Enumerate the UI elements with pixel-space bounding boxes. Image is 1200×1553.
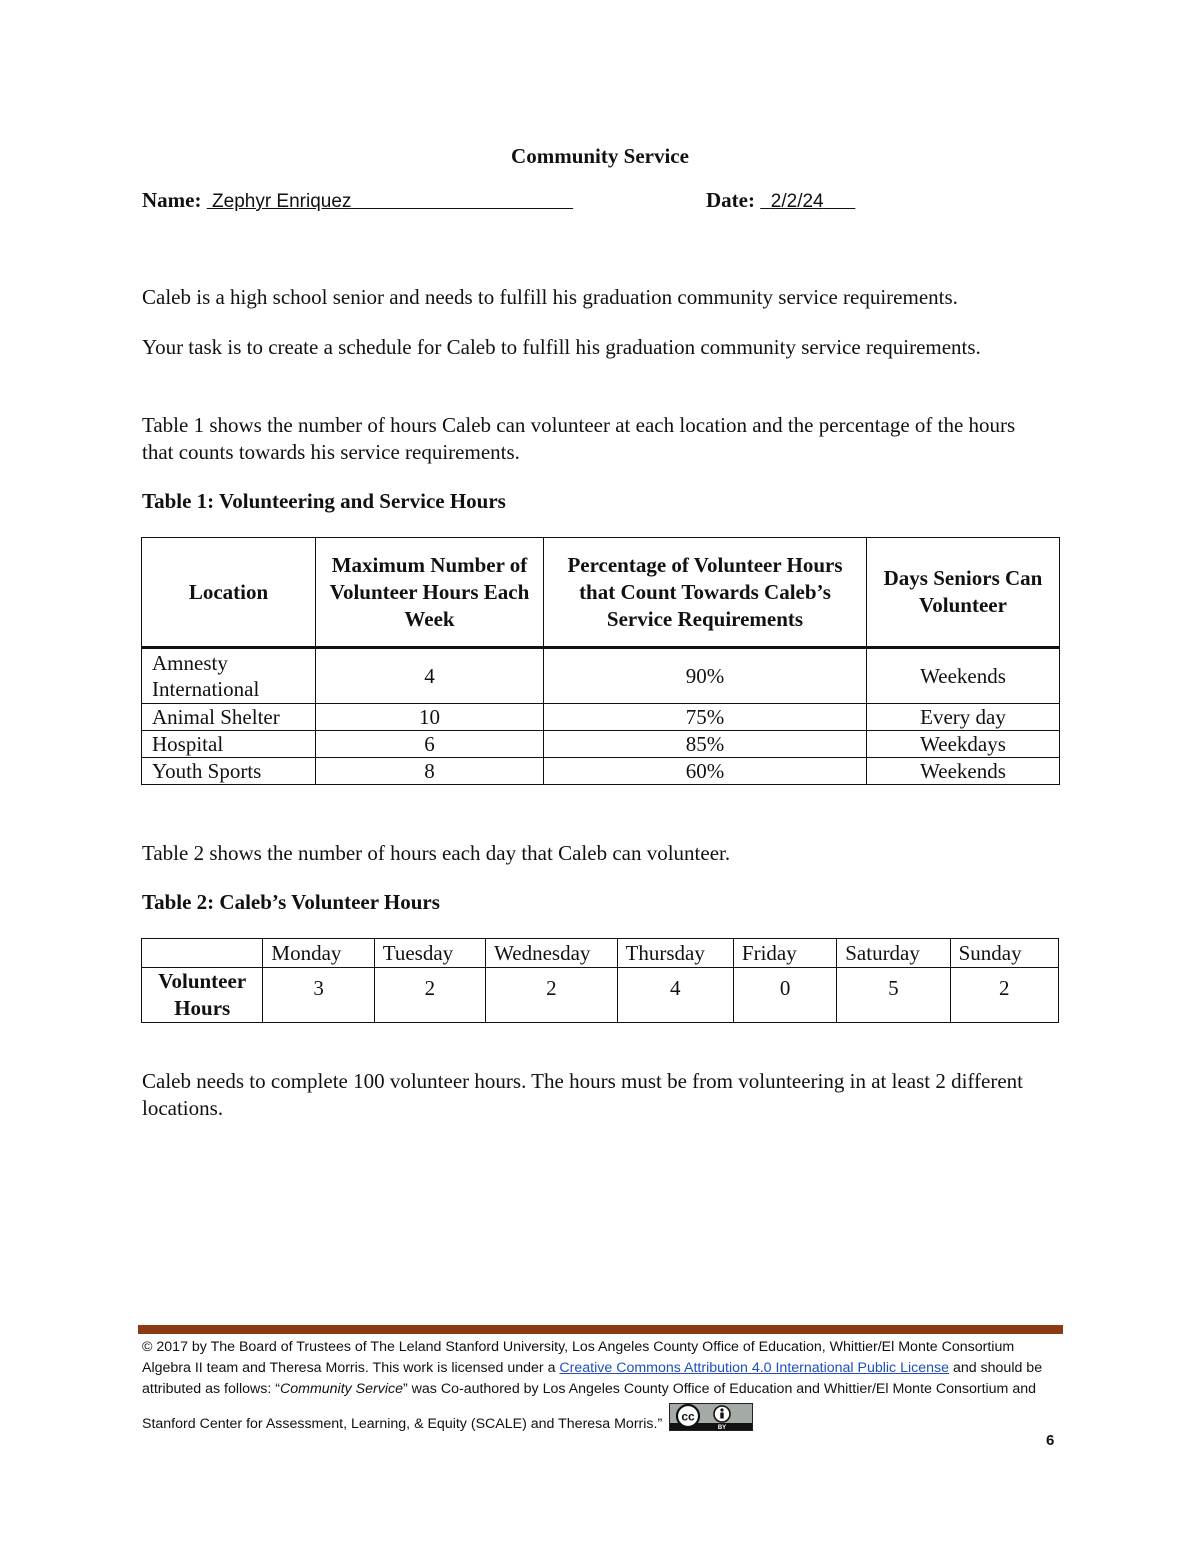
- footer-text: © 2017 by The Board of Trustees of The Leland Stanford University, Los Angeles County Office of Education, Whittier/El Monte Consortium Algebra II team and Theresa Morris. This work is licensed under a: [142, 1339, 1015, 1376]
- cell-max-hours: 4: [316, 648, 544, 704]
- date-label: Date:: [706, 188, 755, 212]
- date-value[interactable]: 2/2/24: [770, 191, 824, 212]
- hours-friday: 0: [733, 968, 836, 1023]
- hours-row: [142, 968, 1059, 1023]
- cell-percentage: 90%: [544, 648, 867, 704]
- cell-max-hours: 6: [316, 731, 544, 758]
- cell-days: Every day: [867, 704, 1060, 731]
- day-friday: Friday: [733, 939, 836, 968]
- page-title: Community Service: [511, 144, 689, 168]
- table1-description: Table 1 shows the number of hours Caleb can volunteer at each location and the percentage of the hours that counts towards his service requirements.: [142, 413, 1016, 464]
- day-saturday: Saturday: [837, 939, 950, 968]
- name-label: Name:: [142, 188, 202, 212]
- table2-caption: Table 2: Caleb’s Volunteer Hours: [142, 890, 440, 914]
- hours-sunday: 2: [950, 968, 1058, 1023]
- footer-divider: [138, 1325, 1063, 1334]
- day-sunday: Sunday: [950, 939, 1058, 968]
- hours-wednesday: 2: [486, 968, 617, 1023]
- days-header-row: [142, 939, 1059, 968]
- table-row: [142, 648, 1060, 704]
- cell-location: Youth Sports: [142, 758, 316, 785]
- date-field: [706, 188, 855, 213]
- table-row: [142, 758, 1060, 785]
- day-thursday: Thursday: [617, 939, 733, 968]
- cell-percentage: 60%: [544, 758, 867, 785]
- table1-caption: Table 1: Volunteering and Service Hours: [142, 489, 506, 513]
- cell-percentage: 85%: [544, 731, 867, 758]
- volunteering-table: [141, 537, 1060, 785]
- cc-by-license-badge-icon: [669, 1403, 753, 1431]
- table-header-row: [142, 538, 1060, 648]
- task-paragraph: Your task is to create a schedule for Caleb to fulfill his graduation community service requirements.: [142, 335, 981, 359]
- hours-thursday: 4: [617, 968, 733, 1023]
- license-link[interactable]: Creative Commons Attribution 4.0 International Public License: [559, 1360, 949, 1376]
- footer-work-title: Community Service: [280, 1381, 403, 1397]
- cell-days: Weekdays: [867, 731, 1060, 758]
- requirement-paragraph: Caleb needs to complete 100 volunteer hours. The hours must be from volunteering in at least 2 different locations.: [142, 1069, 1024, 1120]
- cell-days: Weekends: [867, 758, 1060, 785]
- cell-max-hours: 8: [316, 758, 544, 785]
- cell-location: Hospital: [142, 731, 316, 758]
- hours-tuesday: 2: [374, 968, 485, 1023]
- page-number: 6: [1046, 1432, 1055, 1449]
- svg-text:cc: cc: [681, 1409, 695, 1424]
- cell-max-hours: 10: [316, 704, 544, 731]
- cell-location: Amnesty International: [142, 648, 316, 704]
- hours-monday: 3: [263, 968, 374, 1023]
- volunteer-hours-label: Volunteer Hours: [142, 968, 263, 1023]
- volunteer-hours-table: [141, 938, 1059, 1023]
- name-field: [142, 188, 573, 213]
- header-location: Location: [142, 538, 316, 648]
- header-days: Days Seniors Can Volunteer: [867, 538, 1060, 648]
- table-row: [142, 731, 1060, 758]
- header-max-hours: Maximum Number of Volunteer Hours Each Week: [316, 538, 544, 648]
- footer-text: and should be attributed as follows: “: [142, 1360, 1043, 1397]
- day-monday: Monday: [263, 939, 374, 968]
- day-tuesday: Tuesday: [374, 939, 485, 968]
- badge-by-text: BY: [717, 1425, 727, 1430]
- hours-saturday: 5: [837, 968, 950, 1023]
- footer-license: [142, 1337, 1057, 1435]
- empty-corner-cell: [142, 939, 263, 968]
- table-row: [142, 704, 1060, 731]
- intro-paragraph: Caleb is a high school senior and needs to fulfill his graduation community service requirements.: [142, 285, 958, 309]
- day-wednesday: Wednesday: [486, 939, 617, 968]
- table2-description: Table 2 shows the number of hours each day that Caleb can volunteer.: [142, 841, 731, 865]
- footer-text: ” was Co-authored by Los Angeles County Office of Education and Whittier/El Monte Consortium and Stanford Center for Assessment, Learning, & Equity (SCALE) and Theresa Morris.”: [142, 1381, 1036, 1432]
- name-value[interactable]: Zephyr Enriquez: [212, 191, 352, 212]
- cell-percentage: 75%: [544, 704, 867, 731]
- cell-location: Animal Shelter: [142, 704, 316, 731]
- cell-days: Weekends: [867, 648, 1060, 704]
- header-percentage: Percentage of Volunteer Hours that Count Towards Caleb’s Service Requirements: [544, 538, 867, 648]
